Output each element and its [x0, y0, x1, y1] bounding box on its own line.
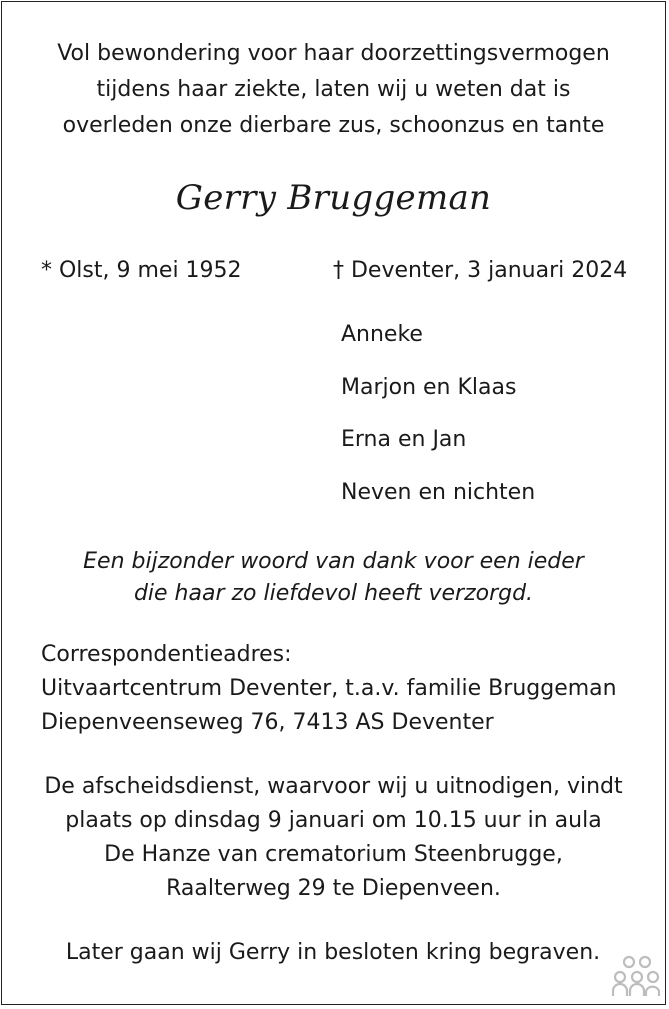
family-list [341, 318, 535, 528]
service-line: De Hanze van crematorium Steenbrugge, [104, 842, 563, 867]
intro-line: overleden onze dierbare zus, schoonzus en tante [62, 113, 605, 138]
death-info: † Deventer, 3 januari 2024 [333, 258, 628, 283]
family-member: Erna en Jan [341, 427, 467, 452]
service-line: plaats op dinsdag 9 januari om 10.15 uur in aula [65, 808, 602, 833]
family-member: Neven en nichten [341, 479, 536, 505]
address-line: Correspondentieadres: [41, 642, 292, 667]
service-details [2, 770, 665, 906]
service-line: De afscheidsdienst, waarvoor wij u uitnodigen, vindt [44, 774, 623, 799]
intro-line: tijdens haar ziekte, laten wij u weten dat is [96, 77, 571, 102]
thanks-line: Een bijzonder woord van dank voor een ieder [83, 549, 584, 574]
deceased-name: Gerry Bruggeman [175, 178, 492, 218]
obituary-card [1, 1, 666, 1005]
intro-text [2, 36, 665, 144]
closing-text: Later gaan wij Gerry in besloten kring begraven. [65, 940, 601, 965]
family-member: Anneke [341, 322, 423, 347]
address-line: Diepenveenseweg 76, 7413 AS Deventer [41, 710, 494, 735]
people-group-icon [612, 954, 660, 998]
thanks-text [2, 546, 665, 610]
intro-line: Vol bewondering voor haar doorzettingsvermogen [57, 41, 610, 66]
thanks-line: die haar zo liefdevol heeft verzorgd. [133, 581, 534, 606]
correspondence-address [41, 638, 617, 740]
service-line: Raalterweg 29 te Diepenveen. [166, 876, 501, 901]
address-line: Uitvaartcentrum Deventer, t.a.v. familie Bruggeman [41, 676, 617, 701]
family-member: Marjon en Klaas [341, 374, 517, 400]
birth-info: * Olst, 9 mei 1952 [41, 258, 242, 283]
